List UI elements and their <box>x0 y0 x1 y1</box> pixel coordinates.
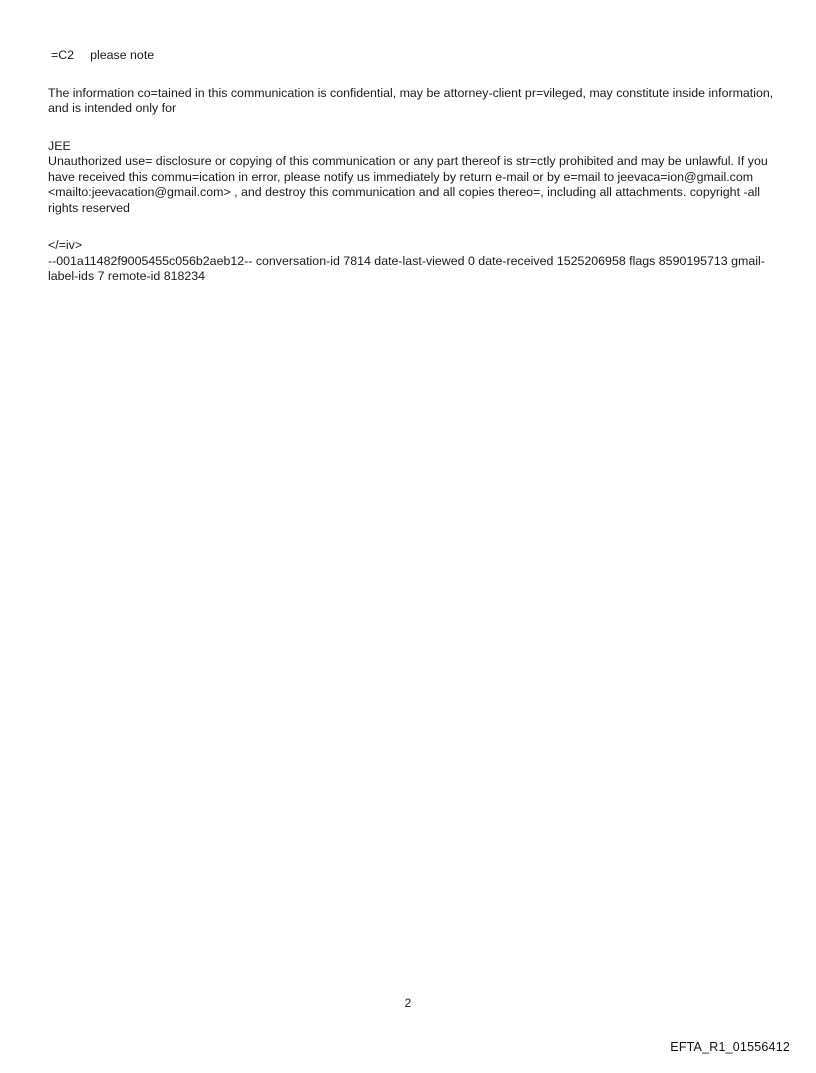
note-text: please note <box>90 48 155 62</box>
bates-number: EFTA_R1_01556412 <box>670 1040 790 1054</box>
note-code: =C2 <box>51 48 75 62</box>
sender-initials: JEE <box>48 138 71 153</box>
document-body <box>48 48 778 285</box>
message-metadata: --001a11482f9005455c056b2aeb12-- conversation-id 7814 date-last-viewed 0 date-received 1525206958 flags 8590195713 gmail-label-ids 7 remote-id 818234 <box>48 253 765 283</box>
closing-tag: </=iv> <box>48 238 83 252</box>
page-number: 2 <box>404 996 412 1010</box>
note-line <box>48 48 778 64</box>
confidentiality-paragraph: The information co=tained in this communication is confidential, may be attorney-client pr=vileged, may constitute inside information, and is intended only for <box>48 85 774 115</box>
unauthorized-use-paragraph: Unauthorized use= disclosure or copying of this communication or any part thereof is str=ctly prohibited and may be unlawful. If you have received this commu=ication in error, please notify us immediately by return e-mail or by e=mail to jeevaca=ion@gmail.com <mailto:jeevacation@gmail.com> , and destroy this communication and all copies thereo=, including all attachments. copyright -all rights reserved <box>48 154 768 215</box>
